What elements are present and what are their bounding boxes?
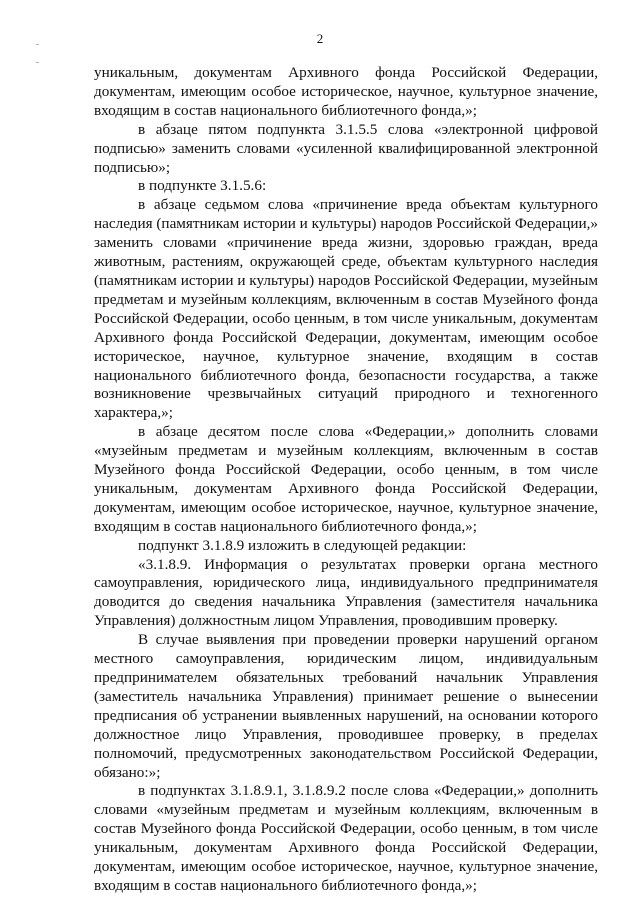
paragraph-violations: В случае выявления при проведении проверки нарушений органом местного самоуправления, юридическим лицом, индивидуальным предпринимателем обязательных требований начальник Управления (заместитель начальника Управления) принимает решение о вынесении предписания об устранении выявленных нарушений, на основании которого должностное лицо Управления, проводившее проверку, в пределах полномочий, предусмотренных законодательством Российской Федерации, обязано:»; (94, 631, 598, 781)
scan-mark (36, 44, 39, 45)
document-body (94, 64, 598, 896)
page-number: 2 (316, 31, 324, 46)
paragraph-tenth-abzac: в абзаце десятом после слова «Федерации,» дополнить словами «музейным предметам и музейным коллекциям, включенным в состав Музейного фонда Российской Федерации, особо ценным, в том числе уникальным, документам Архивного фонда Российской Федерации, документам, имеющим особое историческое, научное, культурное значение, входящим в состав национального библиотечного фонда,»; (94, 423, 598, 535)
paragraph-item-8-9-intro: подпункт 3.1.8.9 изложить в следующей редакции: (138, 536, 467, 554)
paragraph-items-8-9-1-2: в подпунктах 3.1.8.9.1, 3.1.8.9.2 после слова «Федерации,» дополнить словами «музейным предметам и музейным коллекциям, включенным в состав Музейного фонда Российской Федерации, особо ценным, в том числе уникальным, документам Архивного фонда Российской Федерации, документам, имеющим особое историческое, научное, культурное значение, входящим в состав национального библиотечного фонда,»; (94, 782, 598, 894)
paragraph-item-5-6: в подпункте 3.1.5.6: (138, 177, 267, 195)
paragraph-item-8-9-text: «3.1.8.9. Информация о результатах проверки органа местного самоуправления, юридического лица, индивидуального предпринимателя доводится до сведения начальника Управления (заместителя начальника Управления) должностным лицом Управления, проводившим проверку. (94, 555, 598, 630)
scan-mark (36, 62, 39, 63)
paragraph-continuation: уникальным, документам Архивного фонда Российской Федерации, документам, имеющим особое историческое, научное, культурное значение, входящим в состав национального библиотечного фонда,»; (94, 64, 598, 119)
paragraph-item-5-5: в абзаце пятом подпункта 3.1.5.5 слова «электронной цифровой подписью» заменить словами «усиленной квалифицированной электронной подписью»; (94, 120, 598, 176)
paragraph-seventh-abzac: в абзаце седьмом слова «причинение вреда объектам культурного наследия (памятникам истории и культуры) народов Российской Федерации,» заменить словами «причинение вреда жизни, здоровью граждан, вреда животным, растениям, окружающей среде, объектам культурного наследия (памятникам истории и культуры) народов Российской Федерации, музейным предметам и музейным коллекциям, включенным в состав Музейного фонда Российской Федерации, особо ценным, в том числе уникальным, документам Архивного фонда Российской Федерации, документам, имеющим особое историческое, научное, культурное значение, входящим в состав национального библиотечного фонда, безопасности государства, а также возникновение чрезвычайных ситуаций природного и техногенного характера,»; (94, 196, 598, 422)
